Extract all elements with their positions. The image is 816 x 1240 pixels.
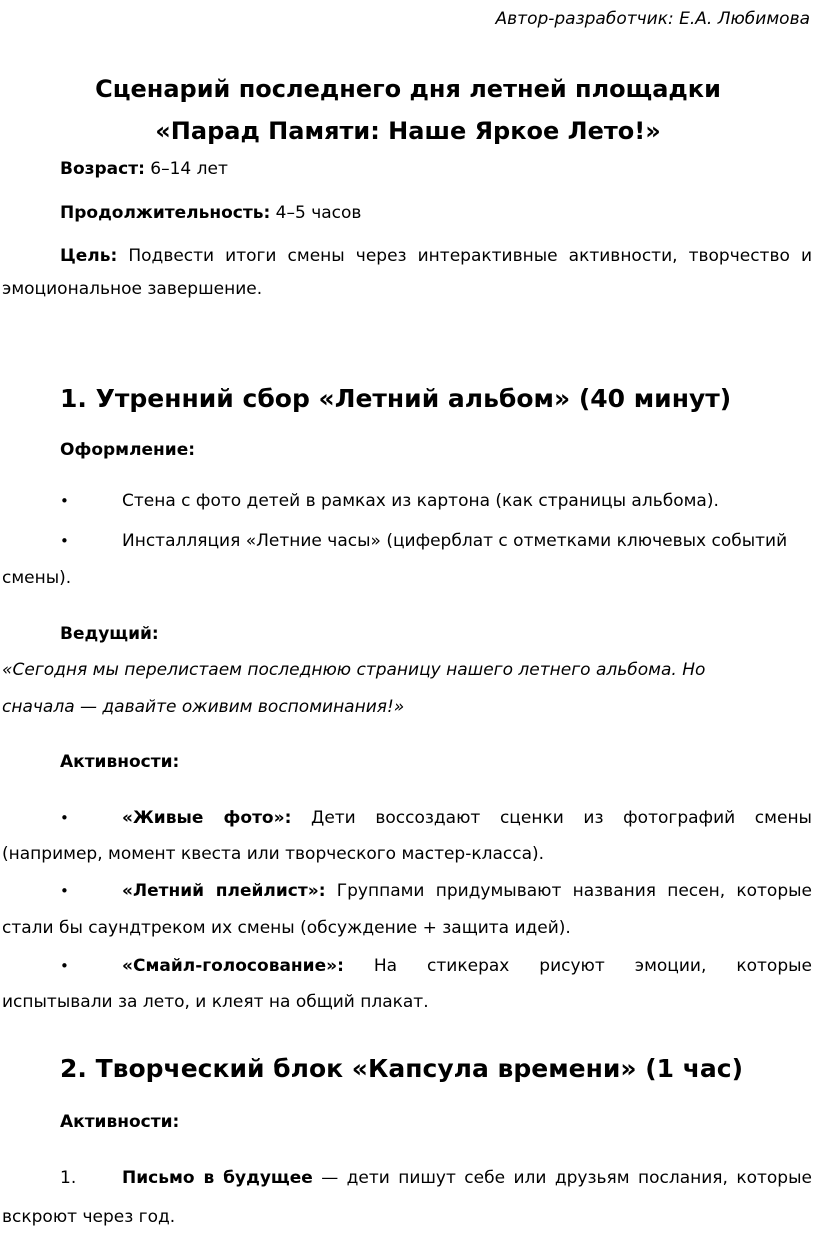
duration-label: Продолжительность:: [60, 203, 271, 223]
activity-2-line2: стали бы саундтреком их смены (обсуждение + защита идей).: [2, 918, 571, 938]
activity-3-line1: [122, 955, 812, 977]
goal-row: [60, 245, 812, 267]
activity-3-line2: испытывали за лето, и клеят на общий плакат.: [2, 992, 429, 1012]
activity-1-line1: [122, 807, 812, 829]
list-number: 1.: [60, 1168, 77, 1188]
age-row: [60, 158, 228, 180]
goal-label: Цель:: [60, 246, 118, 266]
activity-1-name: «Живые фото»:: [122, 808, 292, 828]
bullet-icon: •: [60, 532, 69, 550]
decor-item-1: Стена с фото детей в рамках из картона (как страницы альбома).: [122, 491, 719, 511]
bullet-icon: •: [60, 957, 69, 975]
section2-activities-label: Активности:: [60, 1112, 180, 1132]
goal-text-line1: Подвести итоги смены через интерактивные активности, творчество и: [117, 246, 812, 266]
activity-2-text: Группами придумывают названия песен, которые: [325, 881, 812, 901]
age-value: 6–14 лет: [144, 159, 228, 179]
activities-label: Активности:: [60, 752, 180, 772]
age-label: Возраст:: [60, 159, 145, 179]
bullet-icon: •: [60, 882, 69, 900]
bullet-icon: •: [60, 492, 69, 510]
activity-2-line1: [122, 880, 812, 902]
host-quote-line2: сначала — давайте оживим воспоминания!»: [2, 697, 405, 717]
bullet-icon: •: [60, 809, 69, 827]
document-title-line2: «Парад Памяти: Наше Яркое Лето!»: [155, 117, 661, 145]
section2-heading: 2. Творческий блок «Капсула времени» (1 час): [60, 1054, 744, 1083]
duration-row: [60, 202, 361, 224]
author-credit: Автор-разработчик: Е.А. Любимова: [495, 9, 810, 29]
activity-1-line2: (например, момент квеста или творческого мастер-класса).: [2, 844, 545, 864]
document-title-line1: Сценарий последнего дня летней площадки: [95, 75, 721, 103]
decor-item-2-line2: смены).: [2, 568, 72, 588]
activity-1-text: Дети воссоздают сценки из фотографий смены: [291, 808, 812, 828]
section1-heading: 1. Утренний сбор «Летний альбом» (40 минут): [60, 384, 732, 413]
capsule-item-1-line2: вскроют через год.: [2, 1207, 176, 1227]
host-quote-line1: «Сегодня мы перелистаем последнюю страницу нашего летнего альбома. Но: [2, 660, 706, 680]
decor-item-2-line1: Инсталляция «Летние часы» (циферблат с отметками ключевых событий: [122, 531, 788, 551]
duration-value: 4–5 часов: [270, 203, 362, 223]
capsule-item-1-text: — дети пишут себе или друзьям послания, которые: [312, 1168, 812, 1188]
decor-label: Оформление:: [60, 440, 196, 460]
activity-3-text: На стикерах рисуют эмоции, которые: [343, 956, 812, 976]
capsule-item-1-line1: [122, 1167, 812, 1189]
goal-text-line2: эмоциональное завершение.: [2, 279, 263, 299]
activity-3-name: «Смайл-голосование»:: [122, 956, 344, 976]
capsule-item-1-name: Письмо в будущее: [122, 1168, 313, 1188]
host-label: Ведущий:: [60, 624, 159, 644]
activity-2-name: «Летний плейлист»:: [122, 881, 326, 901]
